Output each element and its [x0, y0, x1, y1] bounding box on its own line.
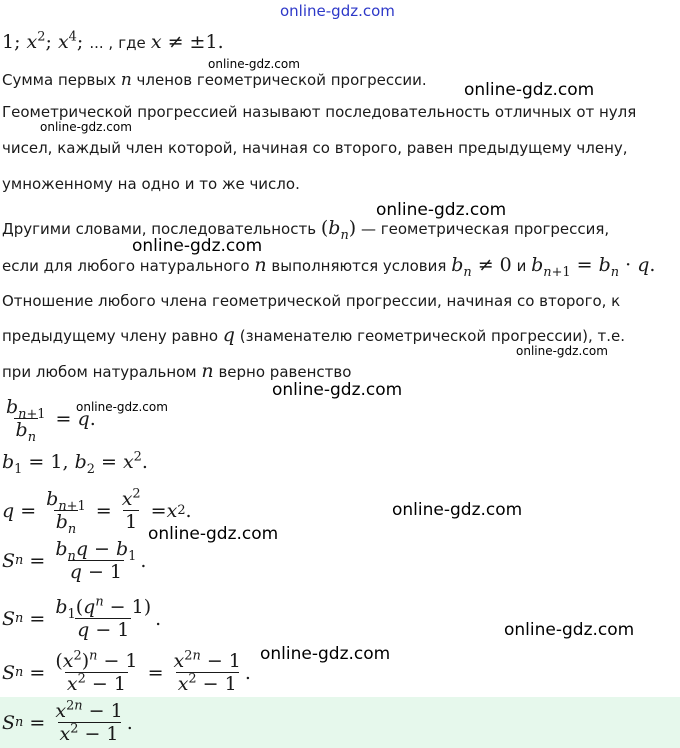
first-terms: $b_1 = 1$, $b_2 = x^2$.: [2, 449, 148, 477]
given-sequence: 1; $x^2$; $x^4$; ... ,: [2, 29, 114, 53]
watermark: online-gdz.com: [272, 380, 403, 400]
watermark: online-gdz.com: [148, 524, 279, 544]
definition-line-2: чисел, каждый член которой, начиная со второго, равен предыдущему члену,: [2, 139, 628, 157]
watermark: online-gdz.com: [76, 400, 168, 414]
definition-line-1: Геометрической прогрессией называют последовательность отличных от нуля: [2, 103, 637, 121]
sum-formula-1: S n = $\frac{b_nq - b_1}{q - 1}$ .: [2, 538, 147, 583]
watermark: online-gdz.com: [40, 120, 132, 134]
definition-line-4: Другими словами, последовательность $(b_n)$ — геометрическая прогрессия,: [2, 217, 610, 243]
given-condition: x ≠ ±1.: [150, 31, 224, 53]
definition-line-3: умноженному на одно и то же число.: [2, 175, 300, 193]
watermark: online-gdz.com: [208, 57, 300, 71]
watermark: online-gdz.com: [504, 620, 635, 640]
definition-line-8: при любом натуральном n верно равенство: [2, 360, 352, 382]
sum-formula-3: S n = $\frac{(x^2)^n - 1}{x^2 - 1}$ = $\frac{x^{2n} - 1}{x^2 - 1}$ .: [2, 648, 251, 695]
answer-formula: S n = $\frac{x^{2n} - 1}{x^2 - 1}$ .: [2, 698, 133, 745]
watermark: online-gdz.com: [260, 644, 391, 664]
definition-line-6: Отношение любого члена геометрической прогрессии, начиная со второго, к: [2, 292, 621, 310]
definition-line-5: если для любого натурального n выполняются условия $b_n \ne 0$ и $b_{n+1} = b_n \cdot q$.: [2, 254, 656, 280]
given-cond-word: где: [118, 34, 146, 52]
given-line: [2, 29, 224, 53]
definition-line-7: предыдущему члену равно q (знаменателю геометрической прогрессии), т.е.: [2, 324, 626, 346]
watermark: online-gdz.com: [516, 344, 608, 358]
ratio-formula: $\frac{b_{n+1}}{b_n}$ = q.: [6, 396, 96, 445]
watermark: online-gdz.com: [392, 500, 523, 520]
sum-formula-2: S n = $\frac{b_1(q^n - 1)}{q - 1}$ .: [2, 594, 162, 641]
ratio-value: q = $\frac{b_{n+1}}{b_n}$ = $\frac{x^2}{1}$ = x 2 .: [2, 486, 192, 537]
section-heading: Сумма первых n членов геометрической прогрессии.: [2, 70, 427, 90]
watermark: online-gdz.com: [376, 200, 507, 220]
watermark: online-gdz.com: [464, 80, 595, 100]
watermark: online-gdz.com: [132, 236, 263, 256]
site-watermark-top[interactable]: online-gdz.com: [280, 2, 395, 20]
